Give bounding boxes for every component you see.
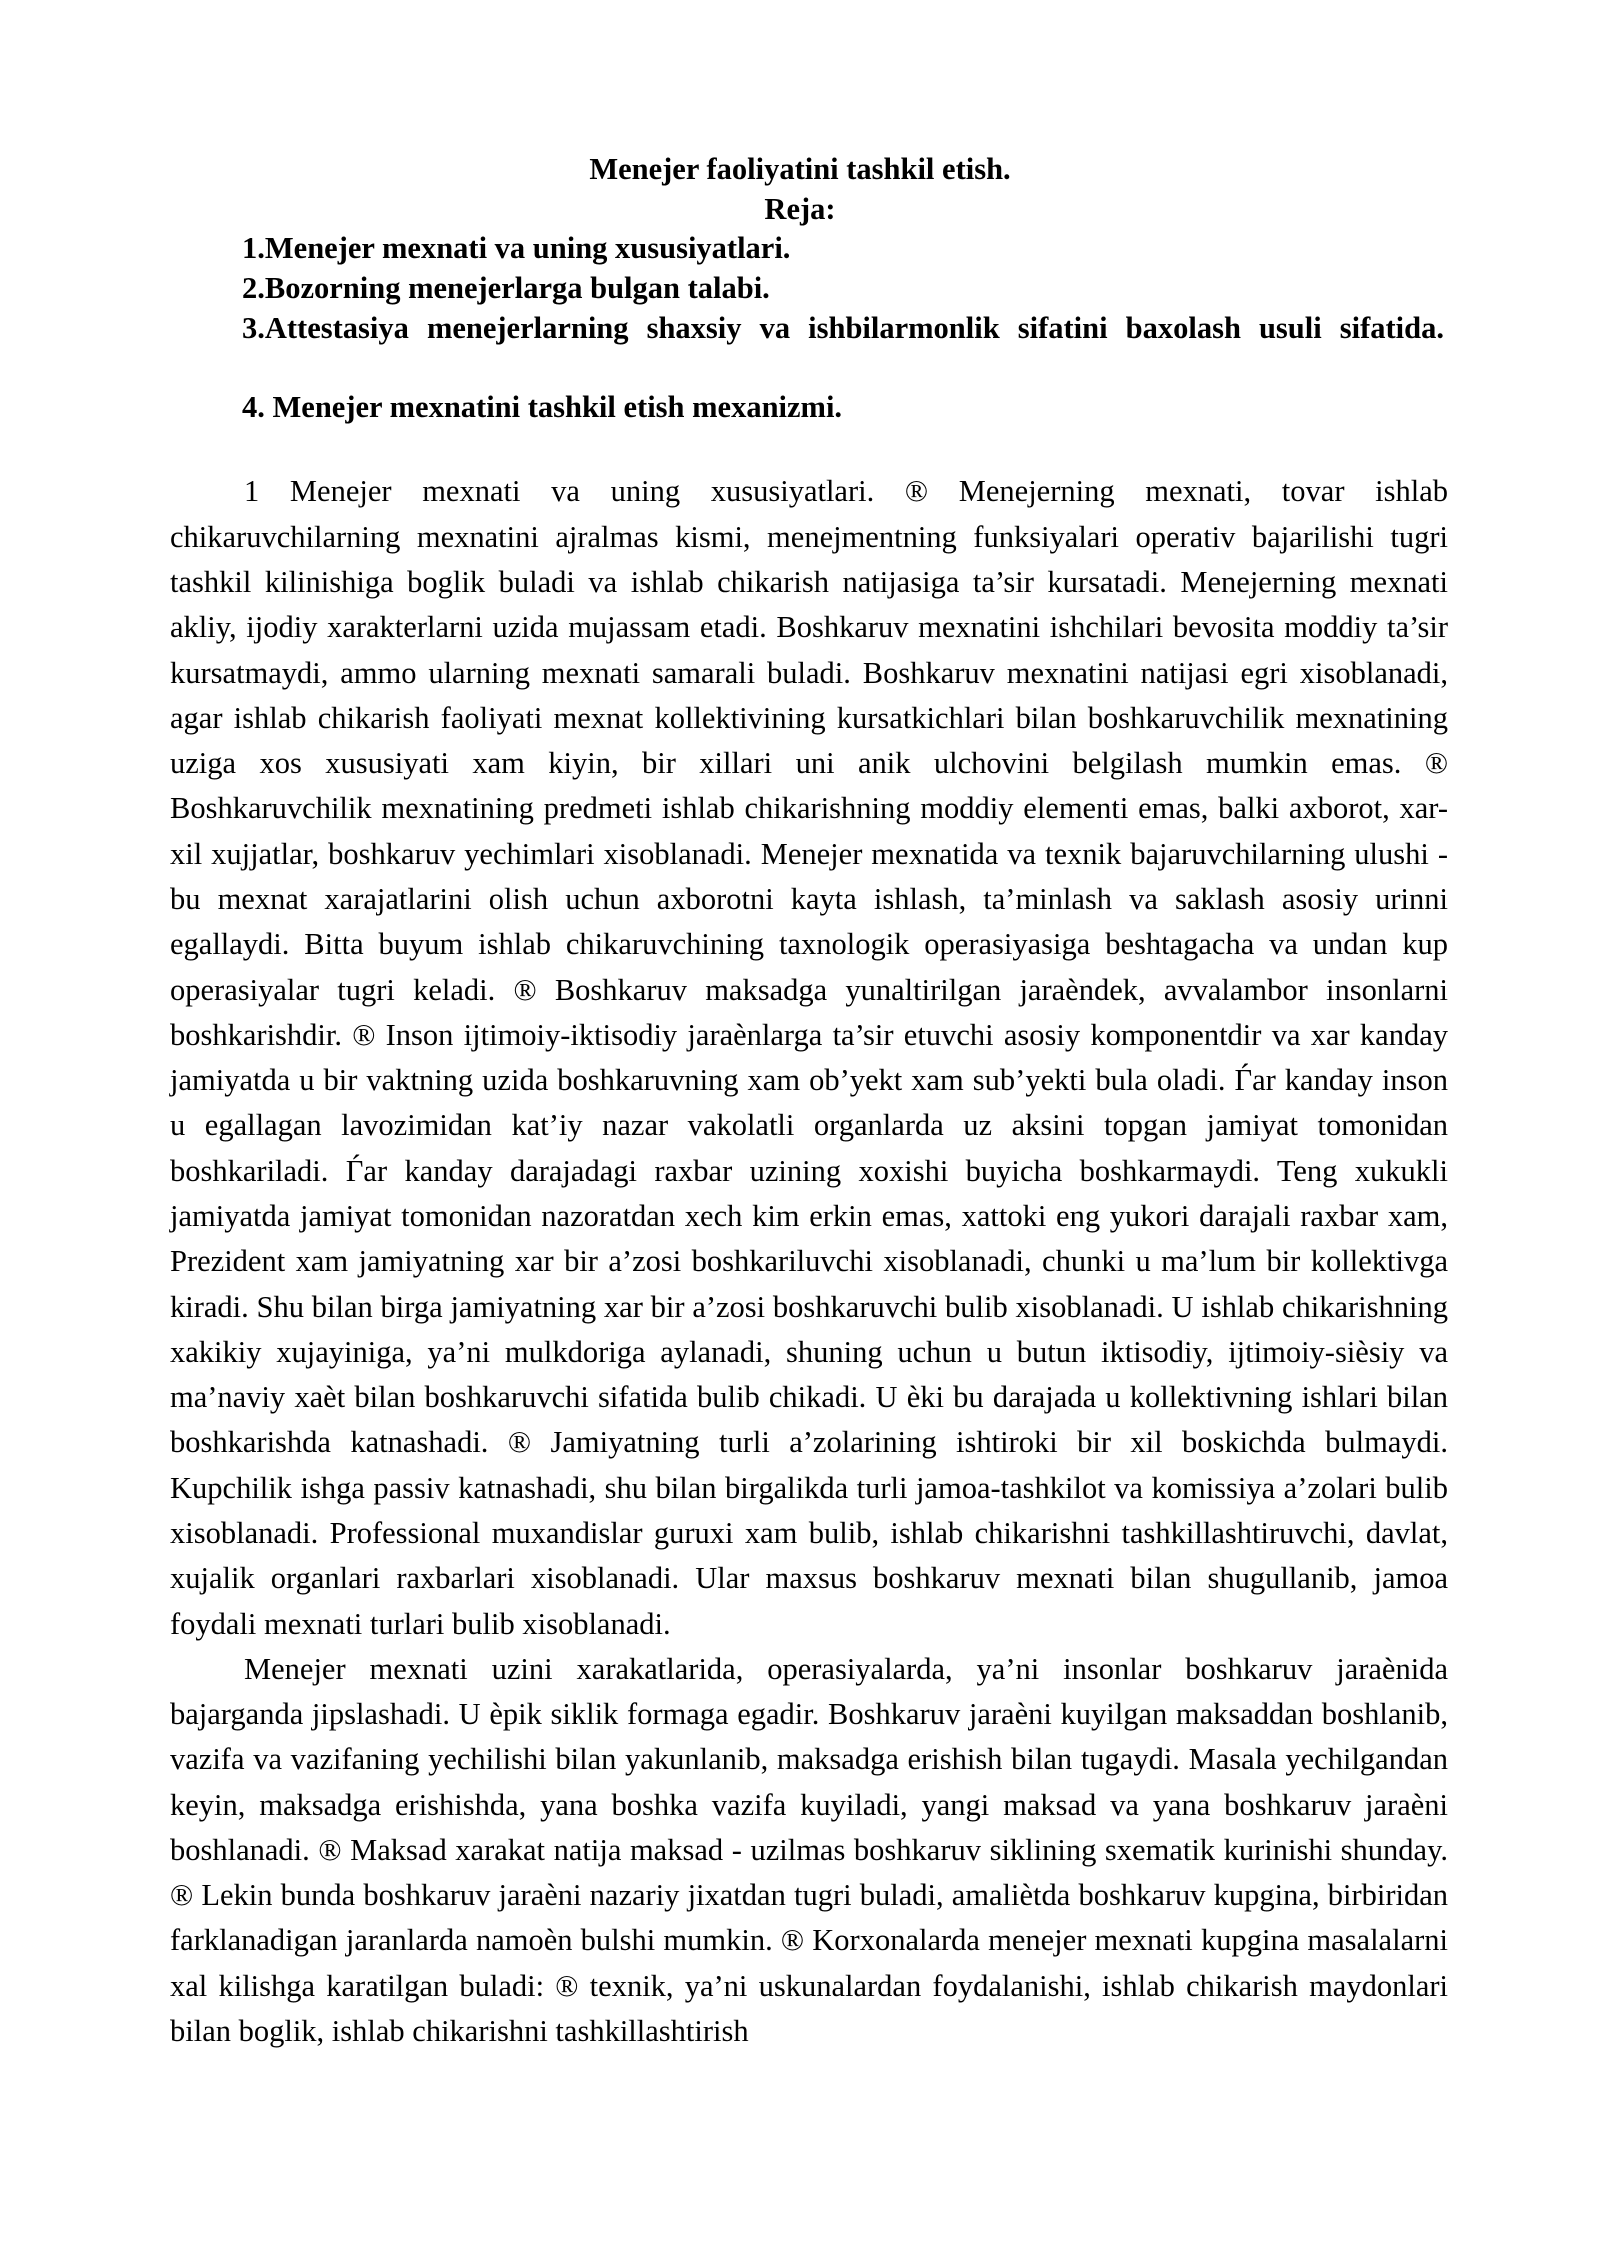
paragraph-2-text: Menejer mexnati uzini xarakatlarida, operasiyalarda, ya’ni insonlar boshkaruv jaraènida bajarganda jipslashadi. U èpik siklik formaga egadir. Boshkaruv jaraèni kuyilgan maksaddan boshlanib, vazifa va vazifaning yechilishi bilan yakunlanib, maksadga erishish bilan tugaydi. Masala yechilgandan keyin, maksadga erishishda, yana boshka vazifa kuyiladi, yangi maksad va yana boshkaruv jaraèni boshlanadi. ® Maksad xarakat natija maksad - uzilmas boshkaruv siklining sxematik kurinishi shunday. ® Lekin bunda boshkaruv jaraèni nazariy jixatdan tugri buladi, amaliètda boshkaruv kupgina, birbiridan farklanadigan jaranlarda namoèn bulshi mumkin. ® Korxonalarda menejer mexnati kupgina masalalarni xal kilishga karatilgan buladi: ® texnik, ya’ni uskunalardan foydalanishi, ishlab chikarish maydonlari bilan boglik, ishlab chikarishni tashkillashtirish [170,1651,1448,2049]
plan-item-2: 2.Bozorning menejerlarga bulgan talabi. [242,270,770,305]
body-paragraph-1 [170,469,1448,1646]
body-paragraph-2 [170,1647,1448,2055]
plan-label: Reja: [764,191,836,226]
page-title: Menejer faoliyatini tashkil etish. [589,152,1011,186]
plan-item-1: 1.Menejer mexnati va uning xususiyatlari. [242,231,791,266]
plan-item-3: 3.Attestasiya menejerlarning shaxsiy va ishbilarmonlik sifatini baxolash usuli sifatida. [242,310,1444,345]
heading-block [170,150,1448,427]
plan-item-4: 4. Menejer mexnatini tashkil etish mexanizmi. [242,389,843,424]
paragraph-1-text: 1 Menejer mexnati va uning xususiyatlari. ® Menejerning mexnati, tovar ishlab chikaruvchilarning mexnatini ajralmas kismi, menejmentning funksiyalari operativ bajarilishi tugri tashkil kilinishiga boglik buladi va ishlab chikarish natijasiga ta’sir kursatadi. Menejerning mexnati akliy, ijodiy xarakterlarni uzida mujassam etadi. Boshkaruv mexnatini ishchilari bevosita moddiy ta’sir kursatmaydi, ammo ularning mexnati samarali buladi. Boshkaruv mexnatini natijasi egri xisoblanadi, agar ishlab chikarish faoliyati mexnat kollektivining kursatkichlari bilan boshkaruvchilik mexnatining uziga xos xususiyati xam kiyin, bir xillari uni anik ulchovini belgilash mumkin emas. ® Boshkaruvchilik mexnatining predmeti ishlab chikarishning moddiy elementi emas, balki axborot, xar-xil xujjatlar, boshkaruv yechimlari xisoblanadi. Menejer mexnatida va texnik bajaruvchilarning ulushi - bu mexnat xarajatlarini olish uchun axborotni kayta ishlash, ta’minlash va saklash asosiy urinni egallaydi. Bitta buyum ishlab chikaruvchining taxnologik operasiyasiga beshtagacha va undan kup operasiyalar tugri keladi. ® Boshkaruv maksadga yunaltirilgan jaraèndek, avvalambor insonlarni boshkarishdir. ® Inson ijtimoiy-iktisodiy jaraènlarga ta’sir etuvchi asosiy komponentdir va xar kanday jamiyatda u bir vaktning uzida boshkaruvning xam ob’yekt xam sub’yekti bula oladi. Ѓar kanday inson u egallagan lavozimidan kat’iy nazar vakolatli organlarda uz aksini topgan jamiyat tomonidan boshkariladi. Ѓar kanday darajadagi raxbar uzining xoxishi buyicha boshkarmaydi. Teng xukukli jamiyatda jamiyat tomonidan nazoratdan xech kim erkin emas, xattoki eng yukori darajali raxbar xam, Prezident xam jamiyatning xar bir a’zosi boshkariluvchi xisoblanadi, chunki u ma’lum bir kollektivga kiradi. Shu bilan birga jamiyatning xar bir a’zosi boshkaruvchi bulib xisoblanadi. U ishlab chikarishning xakikiy xujayiniga, ya’ni mulkdoriga aylanadi, shuning uchun u butun iktisodiy, ijtimoiy-sièsiy va ma’naviy xaèt bilan boshkaruvchi sifatida bulib chikadi. U èki bu darajada u kollektivning ishlari bilan boshkarishda katnashadi. ® Jamiyatning turli a’zolarining ishtiroki bir xil boskichda bulmaydi. Kupchilik ishga passiv katnashadi, shu bilan birgalikda turli jamoa-tashkilot va komissiya a’zolari bulib xisoblanadi. Professional muxandislar guruxi xam bulib, ishlab chikarishni tashkillashtiruvchi, davlat, xujalik organlari raxbarlari xisoblanadi. Ular maxsus boshkaruv mexnati bilan shugullanib, jamoa foydali mexnati turlari bulib xisoblanadi. [170,474,1448,1641]
